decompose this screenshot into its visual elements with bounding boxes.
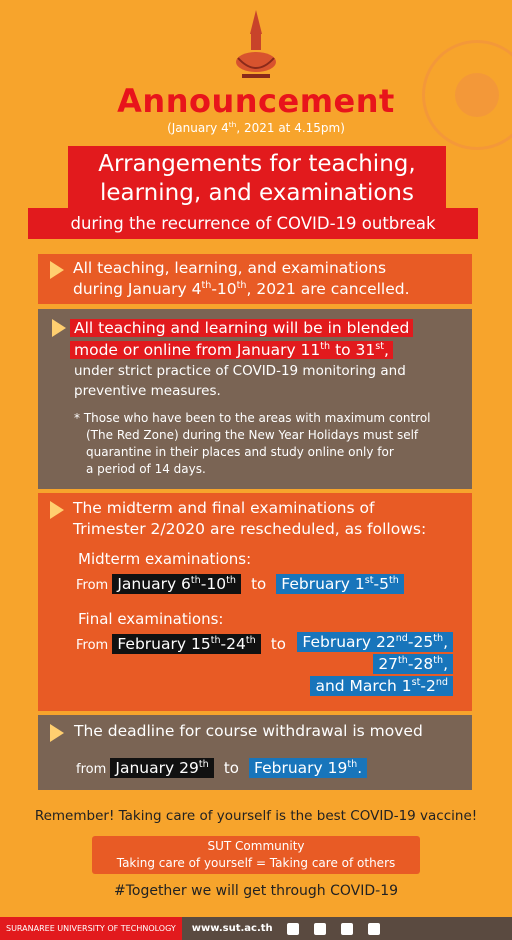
arrow-icon [50,501,64,519]
section1-text: All teaching, learning, and examinations during January 4th-10th, 2021 are cancelled. [73,259,410,298]
together-hashtag: #Together we will get through COVID-19 [113,883,399,899]
facebook-link[interactable] [314,923,329,935]
arrow-icon [50,261,64,279]
announcement-date: (January 4th, 2021 at 4.15pm) [167,120,345,135]
community-banner: SUT Community Taking care of yourself = Taking care of others [92,836,420,874]
section-cancelled [38,254,472,304]
final-dates: From February 15th-24th to [76,634,286,653]
final-label: Final examinations: [78,610,224,628]
line-icon [287,923,299,935]
footer-bar [0,917,512,940]
section2-text: under strict practice of COVID-19 monitoring and preventive measures. [74,363,406,399]
title-line-2: learning, and examinations [100,180,414,206]
section4-text: The deadline for course withdrawal is moved [74,722,423,740]
instagram-icon [341,923,353,935]
website-link[interactable]: www.sut.ac.th [191,923,273,934]
line-link[interactable] [287,923,302,935]
instagram-link[interactable] [341,923,356,935]
arrow-icon [52,319,66,337]
midterm-dates: From January 6th-10th to February 1st-5th [76,573,404,597]
arrow-icon [50,724,64,742]
university-name: SURANAREE UNIVERSITY OF TECHNOLOGY [0,917,182,940]
final-to-dates: February 22nd-25th, 27th-28th, and March 1st-2nd [297,631,453,697]
midterm-label: Midterm examinations: [78,550,252,568]
twitter-icon [368,923,380,935]
section-blended-learning [38,309,472,489]
facebook-icon [314,923,326,935]
announcement-heading: Announcement [117,82,395,120]
section2-highlight: All teaching and learning will be in blended mode or online from January 11th to 31st, [70,317,413,361]
section-withdrawal [38,715,472,790]
withdrawal-dates: from January 29th to February 19th. [76,757,367,781]
title-banner [68,146,446,210]
university-logo [232,8,280,86]
section2-note: * Those who have been to the areas with maximum control (The Red Zone) during the New Year Holidays must self quarantine in their places and study online only for a period of 14 days. [74,411,431,476]
remember-message: Remember! Taking care of yourself is the best COVID-19 vaccine! [34,808,478,824]
title-line-1: Arrangements for teaching, [98,151,416,177]
twitter-link[interactable] [368,923,383,935]
title-subline: during the recurrence of COVID-19 outbreak [28,208,478,239]
section3-text: The midterm and final examinations of Trimester 2/2020 are rescheduled, as follows: [73,499,427,538]
section-exams [38,493,472,711]
